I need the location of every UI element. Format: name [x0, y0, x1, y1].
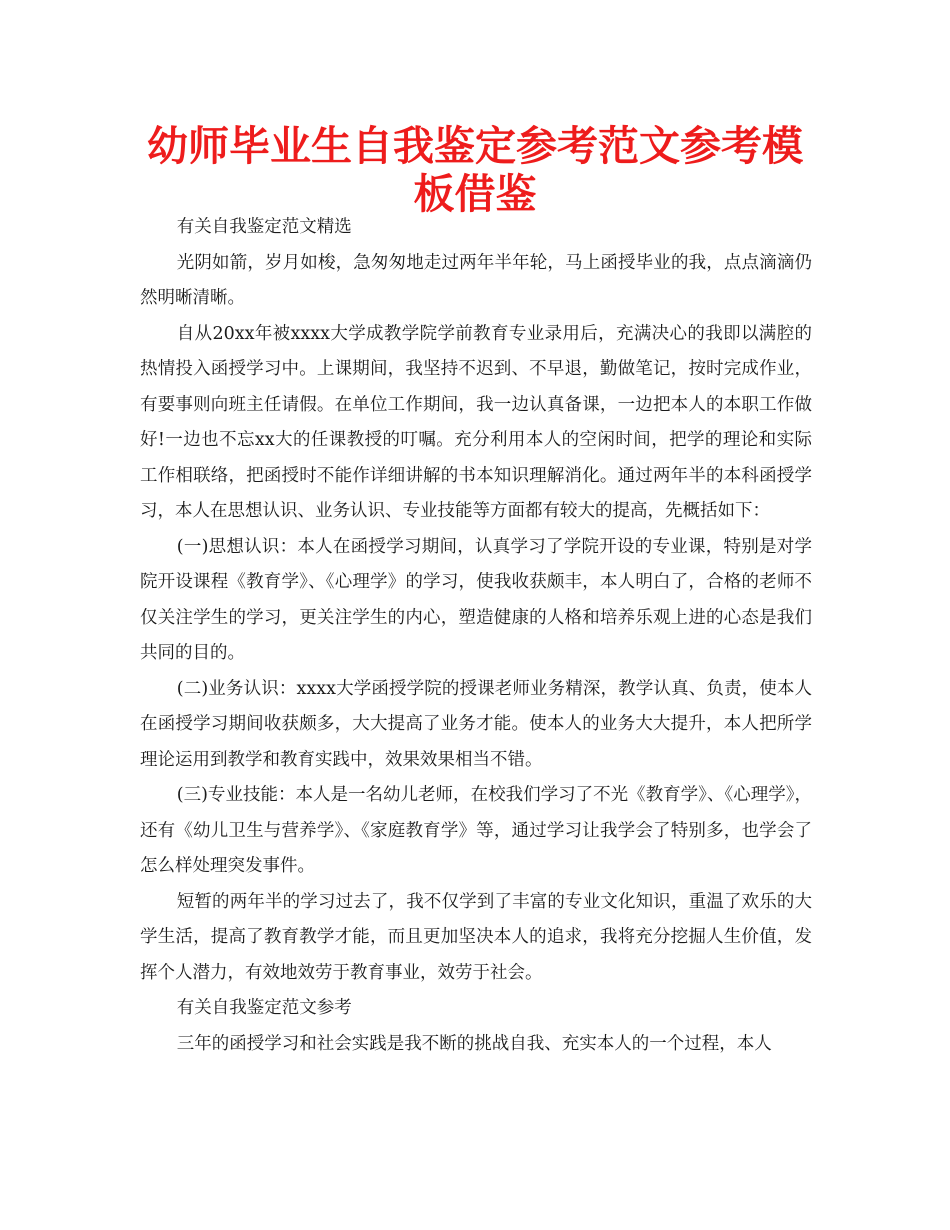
- document-body: [140, 210, 812, 1062]
- section-heading-2: 有关自我鉴定范文参考: [176, 998, 352, 1018]
- paragraph-intro: 光阴如箭，岁月如梭，急匆匆地走过两年半年轮，马上函授毕业的我，点点滴滴仍然明晰清晰。: [140, 252, 812, 308]
- paragraph-thought: (一)思想认识：本人在函授学习期间，认真学习了学院开设的专业课，特别是对学院开设课程《教育学》、《心理学》的学习，使我收获颇丰，本人明白了，合格的老师不仅关注学生的学习，更关注学生的内心，塑造健康的人格和培养乐观上进的心态是我们共同的目的。: [140, 536, 812, 663]
- document-title: 幼师毕业生自我鉴定参考范文参考模板借鉴: [147, 122, 803, 218]
- paragraph-summary: 短暂的两年半的学习过去了，我不仅学到了丰富的专业文化知识，重温了欢乐的大学生活，提高了教育教学才能，而且更加坚决本人的追求，我将充分挖掘人生价值，发挥个人潜力，有效地效劳于教育事业，效劳于社会。: [140, 891, 812, 983]
- paragraph-study: 自从20xx年被xxxx大学成教学院学前教育专业录用后，充满决心的我即以满腔的热情投入函授学习中。上课期间，我坚持不迟到、不早退，勤做笔记，按时完成作业，有要事则向班主任请假。在单位工作期间，我一边认真备课，一边把本人的本职工作做好!一边也不忘xx大的任课教授的叮嘱。充分利用本人的空闲时间，把学的理论和实际工作相联络，把函授时不能作详细讲解的书本知识理解消化。通过两年半的本科函授学习，本人在思想认识、业务认识、专业技能等方面都有较大的提高，先概括如下：: [140, 323, 812, 521]
- paragraph-business: (二)业务认识：xxxx大学函授学院的授课老师业务精深，教学认真、负责，使本人在函授学习期间收获颇多，大大提高了业务才能。使本人的业务大大提升，本人把所学理论运用到教学和教育实践中，效果效果相当不错。: [140, 678, 812, 770]
- paragraph-skills: (三)专业技能：本人是一名幼儿老师，在校我们学习了不光《教育学》、《心理学》，还有《幼儿卫生与营养学》、《家庭教育学》等，通过学习让我学会了特别多，也学会了怎么样处理突发事件。: [140, 785, 812, 876]
- section-heading-1: 有关自我鉴定范文精选: [176, 217, 352, 237]
- paragraph-continued: 三年的函授学习和社会实践是我不断的挑战自我、充实本人的一个过程，本人: [176, 1033, 772, 1054]
